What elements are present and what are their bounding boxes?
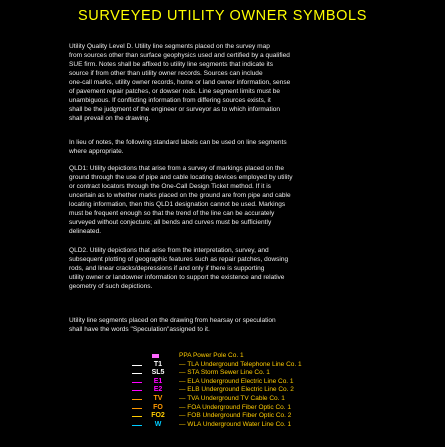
paragraph-qld2 xyxy=(69,246,387,291)
paragraph-line: where appropriate. xyxy=(69,148,124,156)
paragraph-speculation xyxy=(69,316,387,334)
paragraph-line: surveyed without conjecture; all bends and curves must be sufficiently xyxy=(69,219,272,227)
paragraph-line: Utility Quality Level D. Utility line segments placed on the survey map xyxy=(69,43,270,50)
paragraph-line: SUE firm. Notes shall be affixed to utility line segments that indicate its xyxy=(69,61,274,69)
legend-description: — WLA Underground Water Line Co. 1 xyxy=(179,420,292,428)
legend-description: PPA Power Pole Co. 1 xyxy=(179,352,244,359)
paragraph-line: from sources other than surface geophysics used and certified by a qualified xyxy=(69,52,290,60)
paragraph-line: Utility line segments placed on the drawing from hearsay or speculation xyxy=(69,317,276,324)
paragraph-line: source if from other than utility owner records. Sources can include xyxy=(69,70,263,78)
legend-code: W xyxy=(154,420,162,428)
legend-row xyxy=(132,378,432,387)
paragraph-line: QLD2. Utility depictions that arise from the interpretation, survey, and xyxy=(69,247,269,254)
legend-code: FO xyxy=(153,403,163,411)
paragraph-line: subsequent plotting of geographic features such as repair patches, dowsing xyxy=(69,256,289,264)
legend-row xyxy=(132,361,432,370)
legend-row xyxy=(132,412,432,421)
paragraph-line: unambiguous. If conflicting information from differing sources exists, it xyxy=(69,97,271,105)
paragraph-line: geometry of such depictions. xyxy=(69,283,153,291)
paragraph-line: In lieu of notes, the following standard labels can be used on line segments xyxy=(69,139,287,146)
page-title: SURVEYED UTILITY OWNER SYMBOLS xyxy=(78,8,367,24)
legend-row xyxy=(132,386,432,395)
legend-description: — ELB Underground Electric Line Co. 2 xyxy=(179,386,294,394)
legend-code: SL5 xyxy=(151,369,165,377)
paragraph-qld1 xyxy=(69,164,387,236)
legend-description: — TVA Underground TV Cable Co. 1 xyxy=(179,394,285,402)
legend-row xyxy=(132,395,432,404)
paragraph-line: QLD1: Utility depictions that arise from a survey of markings placed on the xyxy=(69,165,285,172)
legend-description: — STA Storm Sewer Line Co. 1 xyxy=(179,369,270,377)
legend-code: E1 xyxy=(153,377,163,385)
paragraph-line: uncertain as to whether marks placed on the ground are from pipe and cable xyxy=(69,192,291,200)
paragraph-line: or contract locators through the One-Call Design Ticket method. If it is xyxy=(69,183,271,191)
line-sample xyxy=(132,425,142,426)
line-sample xyxy=(132,390,142,391)
pole-symbol-icon xyxy=(152,354,159,358)
legend-row xyxy=(132,421,432,430)
paragraph-line: one-call marks, utility owner records, home or land owner information, sense xyxy=(69,79,291,87)
line-sample xyxy=(132,399,142,400)
legend-description: — FOB Underground Fiber Optic Co. 2 xyxy=(179,412,292,420)
paragraph-line: locating information, then this QLD1 designation cannot be used. Markings xyxy=(69,201,286,209)
paragraph-quality-level-d xyxy=(69,42,387,123)
line-sample xyxy=(132,416,142,417)
legend-code: FO2 xyxy=(151,412,165,420)
legend-row xyxy=(132,404,432,413)
paragraph-line: rods, and linear cracks/depressions if and only if there is supporting xyxy=(69,265,265,273)
line-sample xyxy=(132,373,142,374)
legend-row xyxy=(132,352,432,361)
paragraph-line: must be frequent enough so that the trend of the line can be accurately xyxy=(69,210,275,218)
legend-code: E2 xyxy=(153,386,163,394)
utility-symbol-legend xyxy=(132,352,432,429)
line-sample xyxy=(132,408,142,409)
legend-description: — TLA Underground Telephone Line Co. 1 xyxy=(179,360,302,368)
legend-row xyxy=(132,369,432,378)
paragraph-line: shall prevail on the drawing. xyxy=(69,115,151,123)
paragraph-line: utility owner or landowner information to support the existence and relative xyxy=(69,274,285,282)
paragraph-standard-labels xyxy=(69,138,387,156)
line-sample xyxy=(132,382,142,383)
line-sample xyxy=(132,365,142,366)
paragraph-line: shall have the words "Speculation"assigned to it. xyxy=(69,326,210,334)
legend-code: T1 xyxy=(153,360,163,368)
legend-description: — ELA Underground Electric Line Co. 1 xyxy=(179,377,294,385)
paragraph-line: of pavement repair patches, or dowser rods. Line segment limits must be xyxy=(69,88,281,96)
legend-code: TV xyxy=(153,394,163,402)
legend-description: — FOA Underground Fiber Optic Co. 1 xyxy=(179,403,291,411)
paragraph-line: delineated. xyxy=(69,228,102,236)
paragraph-line: shall be the judgment of the engineer or surveyor as to which information xyxy=(69,106,281,114)
paragraph-line: ground through the use of pipe and cable locating devices employed by utility xyxy=(69,174,293,182)
